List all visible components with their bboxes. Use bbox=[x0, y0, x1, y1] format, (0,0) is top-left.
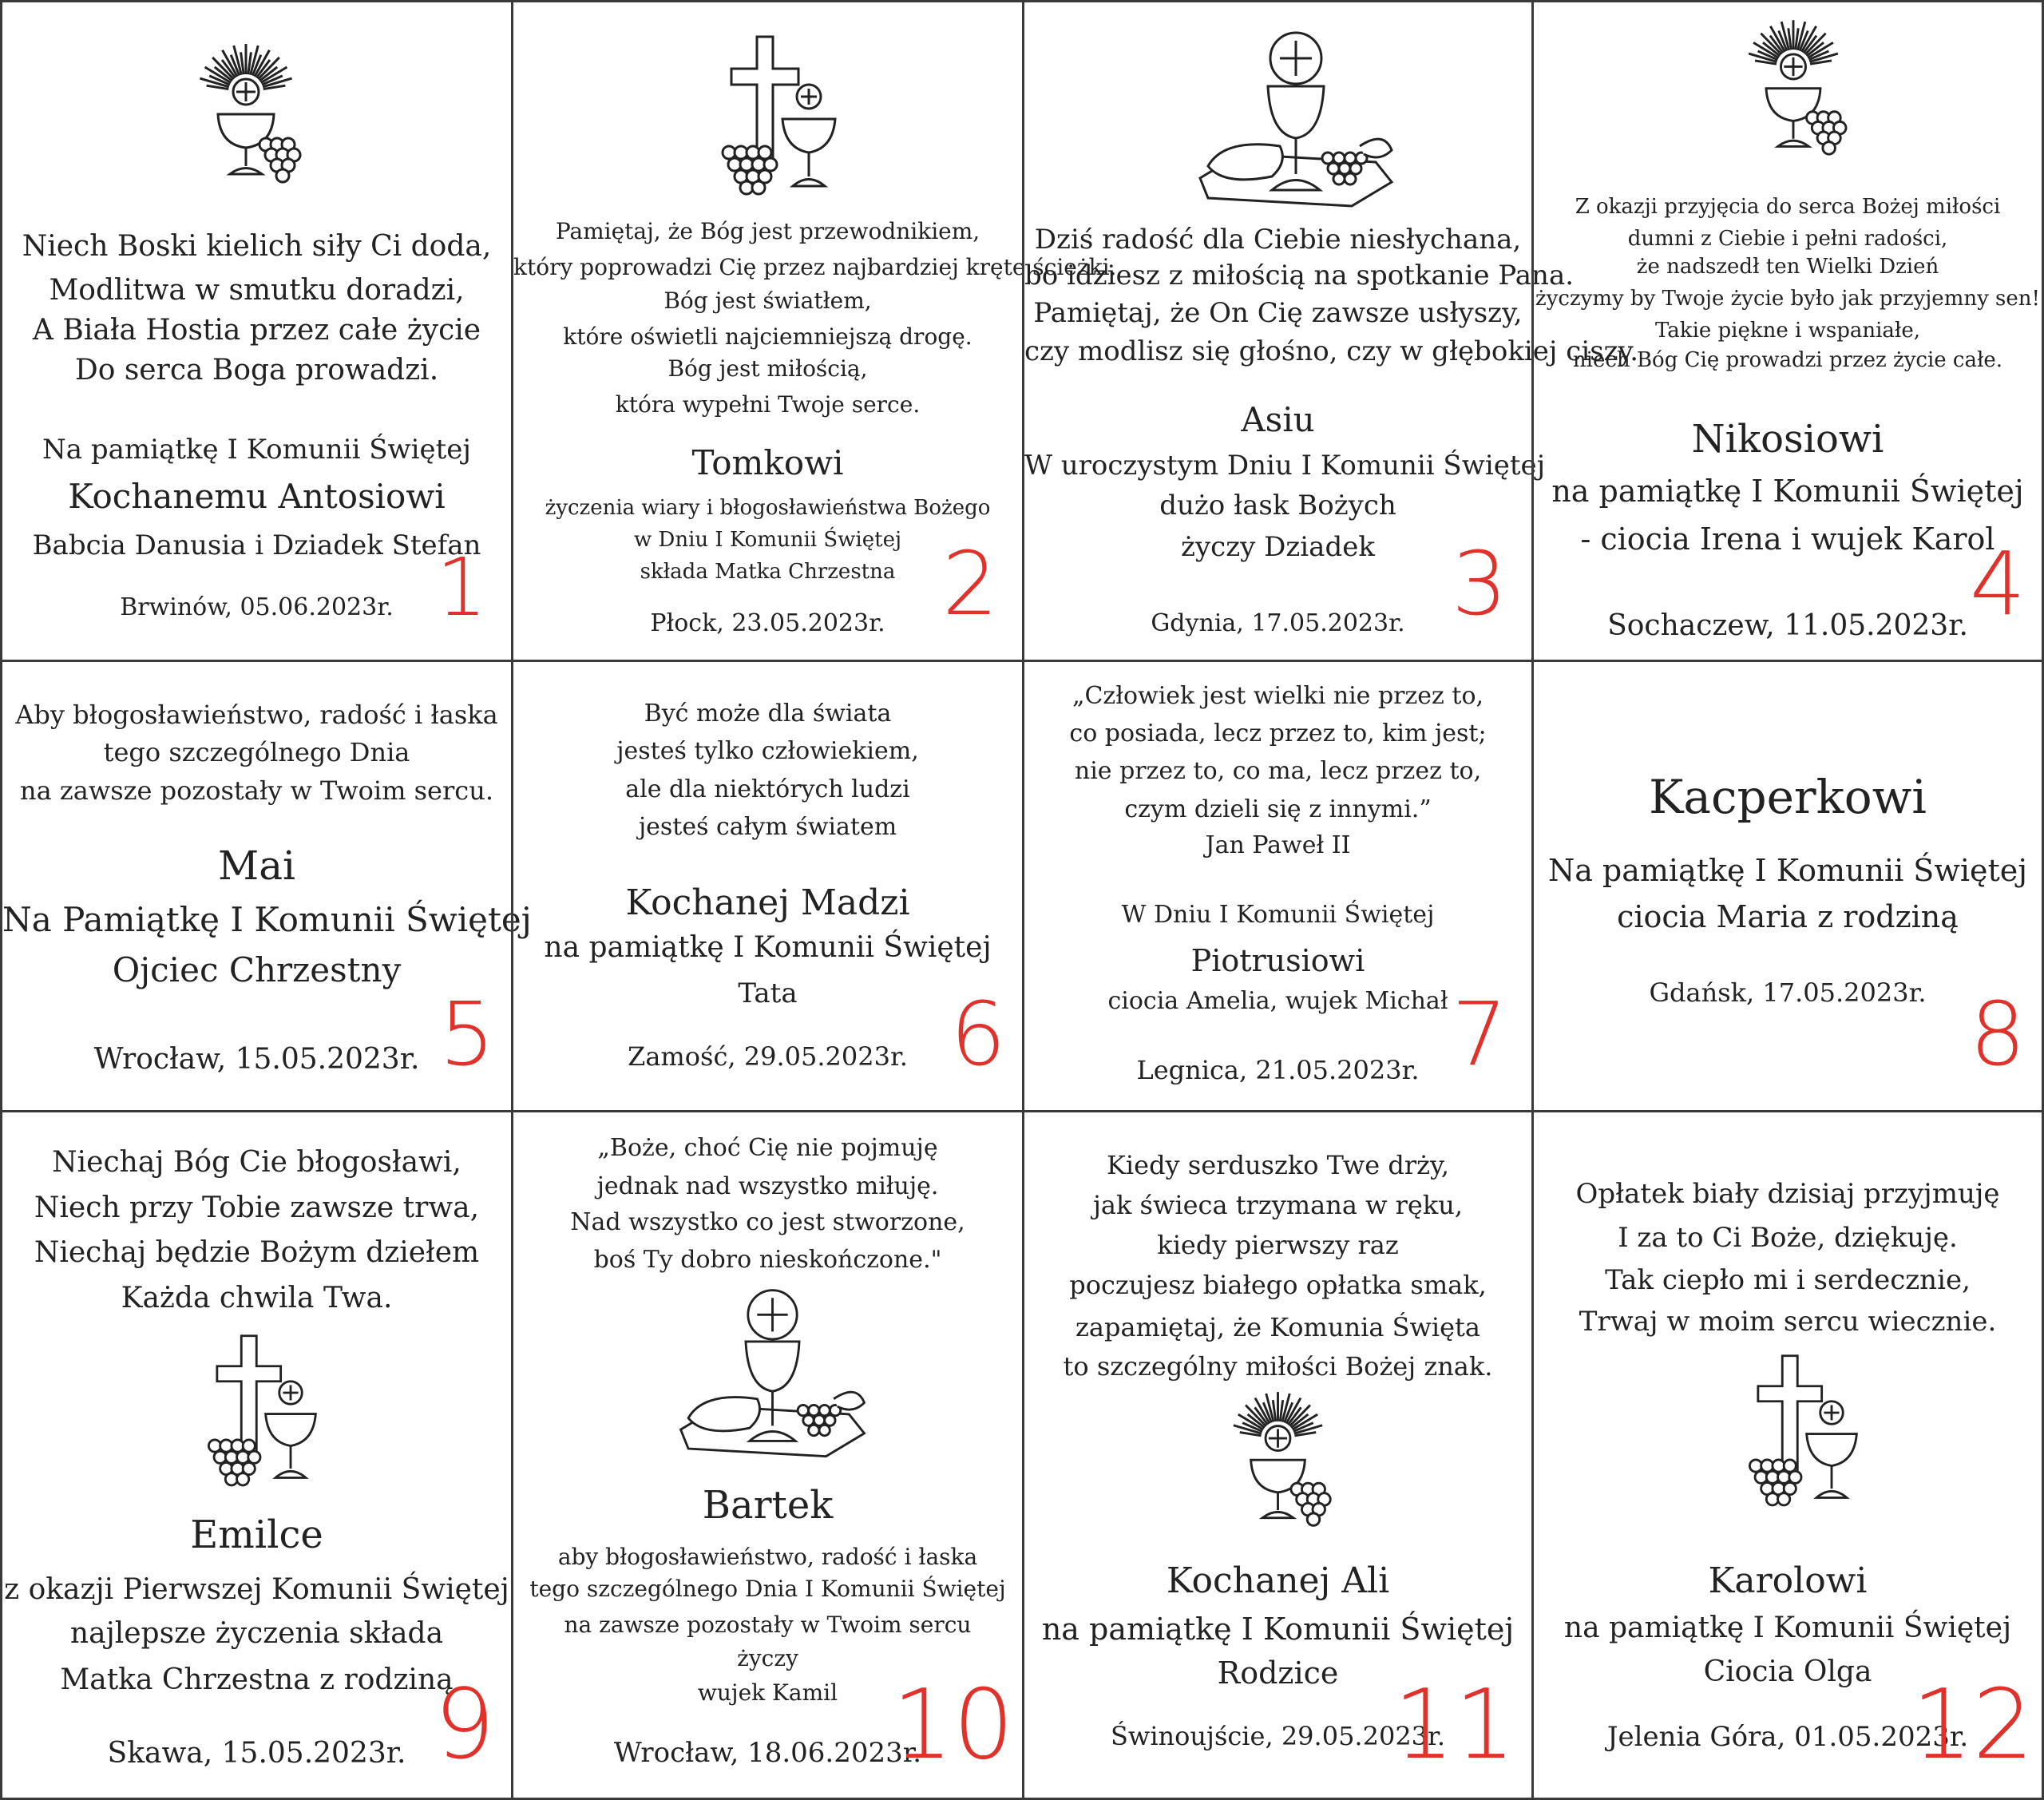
card-text-line: Matka Chrzestna z rodziną bbox=[60, 1663, 454, 1696]
card-number: 8 bbox=[1970, 983, 2026, 1085]
card-text-line: Z okazji przyjęcia do serca Bożej miłości bbox=[1575, 195, 2001, 219]
card-2 bbox=[511, 0, 1117, 662]
card-12 bbox=[1531, 1110, 2044, 1800]
card-text-line: ciocia Maria z rodziną bbox=[1617, 899, 1959, 934]
card-text-line: Karolowi bbox=[1708, 1560, 1868, 1601]
card-text-line: Płock, 23.05.2023r. bbox=[650, 609, 885, 637]
card-text-line: na pamiątkę I Komunii Świętej bbox=[544, 931, 992, 964]
card-text-line: czym dzieli się z innymi.” bbox=[1124, 795, 1432, 823]
card-number: 11 bbox=[1393, 1670, 1515, 1781]
card-text-line: składa Matka Chrzestna bbox=[640, 560, 896, 584]
card-text-line: jesteś całym światem bbox=[638, 813, 897, 841]
card-text-line: Do serca Boga prowadzi. bbox=[74, 354, 439, 387]
card-text-line: Jan Paweł II bbox=[1205, 831, 1351, 859]
card-text-line: ciocia Amelia, wujek Michał bbox=[1107, 987, 1448, 1015]
card-text-line: Ciocia Olga bbox=[1703, 1655, 1872, 1688]
card-text-line: Gdańsk, 17.05.2023r. bbox=[1649, 977, 1927, 1008]
card-text-line: Niechaj Bóg Cie błogosławi, bbox=[52, 1146, 461, 1179]
card-text-line: Bóg jest miłością, bbox=[667, 355, 868, 382]
card-text-line: życzy bbox=[737, 1645, 798, 1671]
card-number: 5 bbox=[439, 983, 495, 1085]
card-text-line: na zawsze pozostały w Twoim sercu bbox=[564, 1612, 972, 1638]
chalice-rays-grapes-icon bbox=[1220, 1396, 1336, 1532]
card-text-line: Trwaj w moim sercu wiecznie. bbox=[1579, 1306, 1997, 1338]
card-text-line: życzenia wiary i błogosławieństwa Bożego bbox=[545, 496, 991, 520]
card-text-line: „Człowiek jest wielki nie przez to, bbox=[1072, 682, 1484, 710]
card-text-line: tego szczególnego Dnia bbox=[103, 737, 410, 767]
card-text-line: Na Pamiątkę I Komunii Świętej bbox=[2, 900, 532, 939]
card-text-line: na pamiątkę I Komunii Świętej bbox=[1551, 474, 2024, 509]
card-text-line: Dziś radość dla Ciebie niesłychana, bbox=[1034, 224, 1522, 256]
card-text-line: Ojciec Chrzestny bbox=[112, 950, 402, 989]
card-text-line: aby błogosławieństwo, radość i łaska bbox=[557, 1544, 978, 1570]
card-text-line: Tata bbox=[738, 977, 798, 1009]
card-text-line: jednak nad wszystko miłuję. bbox=[596, 1172, 939, 1200]
card-9 bbox=[0, 1110, 513, 1800]
card-text-line: Pamiętaj, że On Cię zawsze usłyszy, bbox=[1033, 297, 1523, 329]
card-text-line: kiedy pierwszy raz bbox=[1157, 1230, 1399, 1260]
cross-chalice-grapes-icon bbox=[709, 33, 845, 192]
card-text-line: na pamiątkę I Komunii Świętej bbox=[1563, 1612, 2012, 1644]
card-text-line: boś Ty dobro nieskończone." bbox=[593, 1246, 942, 1274]
card-text-line: Kacperkowi bbox=[1649, 770, 1927, 824]
card-text-line: Być może dla świata bbox=[644, 700, 892, 728]
card-number: 9 bbox=[434, 1670, 495, 1781]
card-7 bbox=[1022, 660, 1534, 1112]
card-text-line: Tak ciepło mi i serdecznie, bbox=[1605, 1264, 1971, 1296]
card-4 bbox=[1531, 0, 2044, 662]
card-number: 10 bbox=[892, 1670, 1014, 1781]
card-text-line: Na pamiątkę I Komunii Świętej bbox=[42, 434, 471, 466]
card-text-line: na pamiątkę I Komunii Świętej bbox=[1041, 1612, 1515, 1647]
card-text-line: dumni z Ciebie i pełni radości, bbox=[1627, 227, 1948, 251]
card-text-line: który poprowadzi Cię przez najbardziej kręte ścieżki. bbox=[513, 254, 1117, 280]
card-text-line: co posiada, lecz przez to, kim jest; bbox=[1069, 720, 1487, 747]
chalice-rays-grapes-icon bbox=[186, 50, 306, 186]
card-text-line: która wypełni Twoje serce. bbox=[615, 391, 921, 418]
card-11 bbox=[1022, 1110, 1534, 1800]
card-text-line: - ciocia Irena i wujek Karol bbox=[1580, 521, 1995, 557]
card-text-line: Emilce bbox=[190, 1513, 323, 1557]
card-text-line: Sochaczew, 11.05.2023r. bbox=[1607, 609, 1968, 642]
cross-chalice-grapes-icon bbox=[188, 1332, 332, 1484]
card-text-line: „Boże, choć Cię nie pojmuję bbox=[597, 1134, 938, 1162]
card-text-line: Jelenia Góra, 01.05.2023r. bbox=[1606, 1721, 1969, 1753]
card-text-line: Rodzice bbox=[1217, 1655, 1339, 1691]
card-text-line: nie przez to, co ma, lecz przez to, bbox=[1074, 757, 1482, 785]
card-text-line: Świnoujście, 29.05.2023r. bbox=[1111, 1721, 1445, 1751]
card-text-line: Niechaj będzie Bożym dziełem bbox=[34, 1236, 480, 1269]
card-number: 4 bbox=[1970, 533, 2026, 635]
card-text-line: jak świeca trzymana w ręku, bbox=[1092, 1190, 1464, 1220]
card-number: 7 bbox=[1452, 983, 1507, 1085]
card-text-line: Aby błogosławieństwo, radość i łaska bbox=[15, 700, 498, 730]
chalice-bread-bible-icon bbox=[667, 1284, 878, 1468]
card-3 bbox=[1022, 0, 1639, 662]
card-text-line: Piotrusiowi bbox=[1190, 943, 1365, 978]
card-text-line: w Dniu I Komunii Świętej bbox=[633, 528, 902, 552]
card-text-line: Wrocław, 18.06.2023r. bbox=[613, 1737, 922, 1769]
card-6 bbox=[511, 660, 1024, 1112]
card-text-line: tego szczególnego Dnia I Komunii Świętej bbox=[529, 1576, 1006, 1602]
card-text-line: Kochanej Madzi bbox=[625, 882, 910, 923]
card-text-line: to szczególny miłości Bożej znak. bbox=[1063, 1351, 1493, 1382]
card-text-line: Gdynia, 17.05.2023r. bbox=[1151, 609, 1405, 637]
card-text-line: Opłatek biały dzisiaj przyjmuję bbox=[1575, 1178, 2000, 1210]
card-text-line: które oświetli najciemniejszą drogę. bbox=[563, 323, 972, 350]
card-text-line: zapamiętaj, że Komunia Święta bbox=[1075, 1312, 1480, 1342]
card-text-line: Pamiętaj, że Bóg jest przewodnikiem, bbox=[555, 218, 980, 244]
card-text-line: Legnica, 21.05.2023r. bbox=[1136, 1055, 1420, 1085]
card-text-line: czy modlisz się głośno, czy w głębokiej ciszy. bbox=[1024, 335, 1639, 367]
card-text-line: I za to Ci Boże, dziękuję. bbox=[1618, 1222, 1958, 1254]
card-text-line: Każda chwila Twa. bbox=[121, 1282, 393, 1314]
card-text-line: Bartek bbox=[702, 1483, 834, 1528]
card-text-line: ale dla niektórych ludzi bbox=[625, 775, 910, 803]
card-text-line: Tomkowi bbox=[691, 443, 844, 482]
card-text-line: Brwinów, 05.06.2023r. bbox=[120, 593, 394, 621]
card-text-line: Bóg jest światłem, bbox=[664, 287, 872, 314]
card-text-line: wujek Kamil bbox=[697, 1679, 838, 1706]
card-text-line: Wrocław, 15.05.2023r. bbox=[93, 1043, 420, 1076]
card-number: 12 bbox=[1911, 1670, 2034, 1781]
card-text-line: Mai bbox=[218, 843, 295, 889]
card-number: 1 bbox=[436, 541, 487, 634]
card-text-line: że nadszedł ten Wielki Dzień bbox=[1636, 255, 1939, 279]
card-5 bbox=[0, 660, 532, 1112]
card-text-line: Kochanej Ali bbox=[1166, 1560, 1390, 1601]
card-text-line: Niech przy Tobie zawsze trwa, bbox=[34, 1191, 480, 1224]
card-text-line: z okazji Pierwszej Komunii Świętej bbox=[4, 1573, 509, 1606]
card-text-line: A Biała Hostia przez całe życie bbox=[32, 314, 481, 347]
card-text-line: bo idziesz z miłością na spotkanie Pana. bbox=[1024, 260, 1575, 291]
card-text-line: poczujesz białego opłatka smak, bbox=[1069, 1270, 1487, 1300]
card-text-line: Na pamiątkę I Komunii Świętej bbox=[1547, 853, 2028, 888]
card-text-line: Asiu bbox=[1241, 400, 1315, 439]
card-number: 6 bbox=[950, 983, 1006, 1085]
card-text-line: W uroczystym Dniu I Komunii Świętej bbox=[1024, 450, 1546, 482]
card-number: 2 bbox=[942, 533, 998, 635]
card-number: 3 bbox=[1452, 533, 1507, 635]
card-text-line: życzy Dziadek bbox=[1181, 531, 1375, 563]
card-text-line: Modlitwa w smutku doradzi, bbox=[49, 274, 465, 307]
card-text-line: Skawa, 15.05.2023r. bbox=[107, 1737, 406, 1770]
chalice-bread-bible-icon bbox=[1192, 26, 1400, 218]
card-10 bbox=[511, 1110, 1024, 1800]
card-text-line: Takie piękne i wspaniałe, bbox=[1654, 319, 1920, 343]
card-text-line: jesteś tylko człowiekiem, bbox=[616, 737, 919, 765]
card-text-line: Niech Boski kielich siły Ci doda, bbox=[22, 230, 492, 263]
card-text-line: dużo łask Bożych bbox=[1159, 490, 1396, 521]
card-text-line: W Dniu I Komunii Świętej bbox=[1121, 901, 1435, 929]
card-text-line: niech Bóg Cię prowadzi przez życie całe. bbox=[1572, 348, 2003, 372]
card-text-line: najlepsze życzenia składa bbox=[69, 1617, 444, 1650]
card-text-line: Zamość, 29.05.2023r. bbox=[628, 1041, 908, 1072]
card-text-line: Kochanemu Antosiowi bbox=[68, 477, 446, 516]
card-1 bbox=[0, 0, 513, 662]
chalice-rays-grapes-icon bbox=[1733, 26, 1853, 158]
card-text-line: Kiedy serduszko Twe drży, bbox=[1106, 1150, 1449, 1180]
cross-chalice-grapes-icon bbox=[1729, 1352, 1873, 1504]
card-text-line: na zawsze pozostały w Twoim sercu. bbox=[20, 775, 493, 806]
card-text-line: życzymy by Twoje życie było jak przyjemny sen! bbox=[1535, 287, 2040, 311]
card-8 bbox=[1531, 660, 2044, 1112]
card-text-line: Nad wszystko co jest stworzone, bbox=[570, 1208, 965, 1236]
card-text-line: Nikosiowi bbox=[1691, 417, 1884, 462]
card-text-line: Babcia Danusia i Dziadek Stefan bbox=[32, 529, 481, 561]
